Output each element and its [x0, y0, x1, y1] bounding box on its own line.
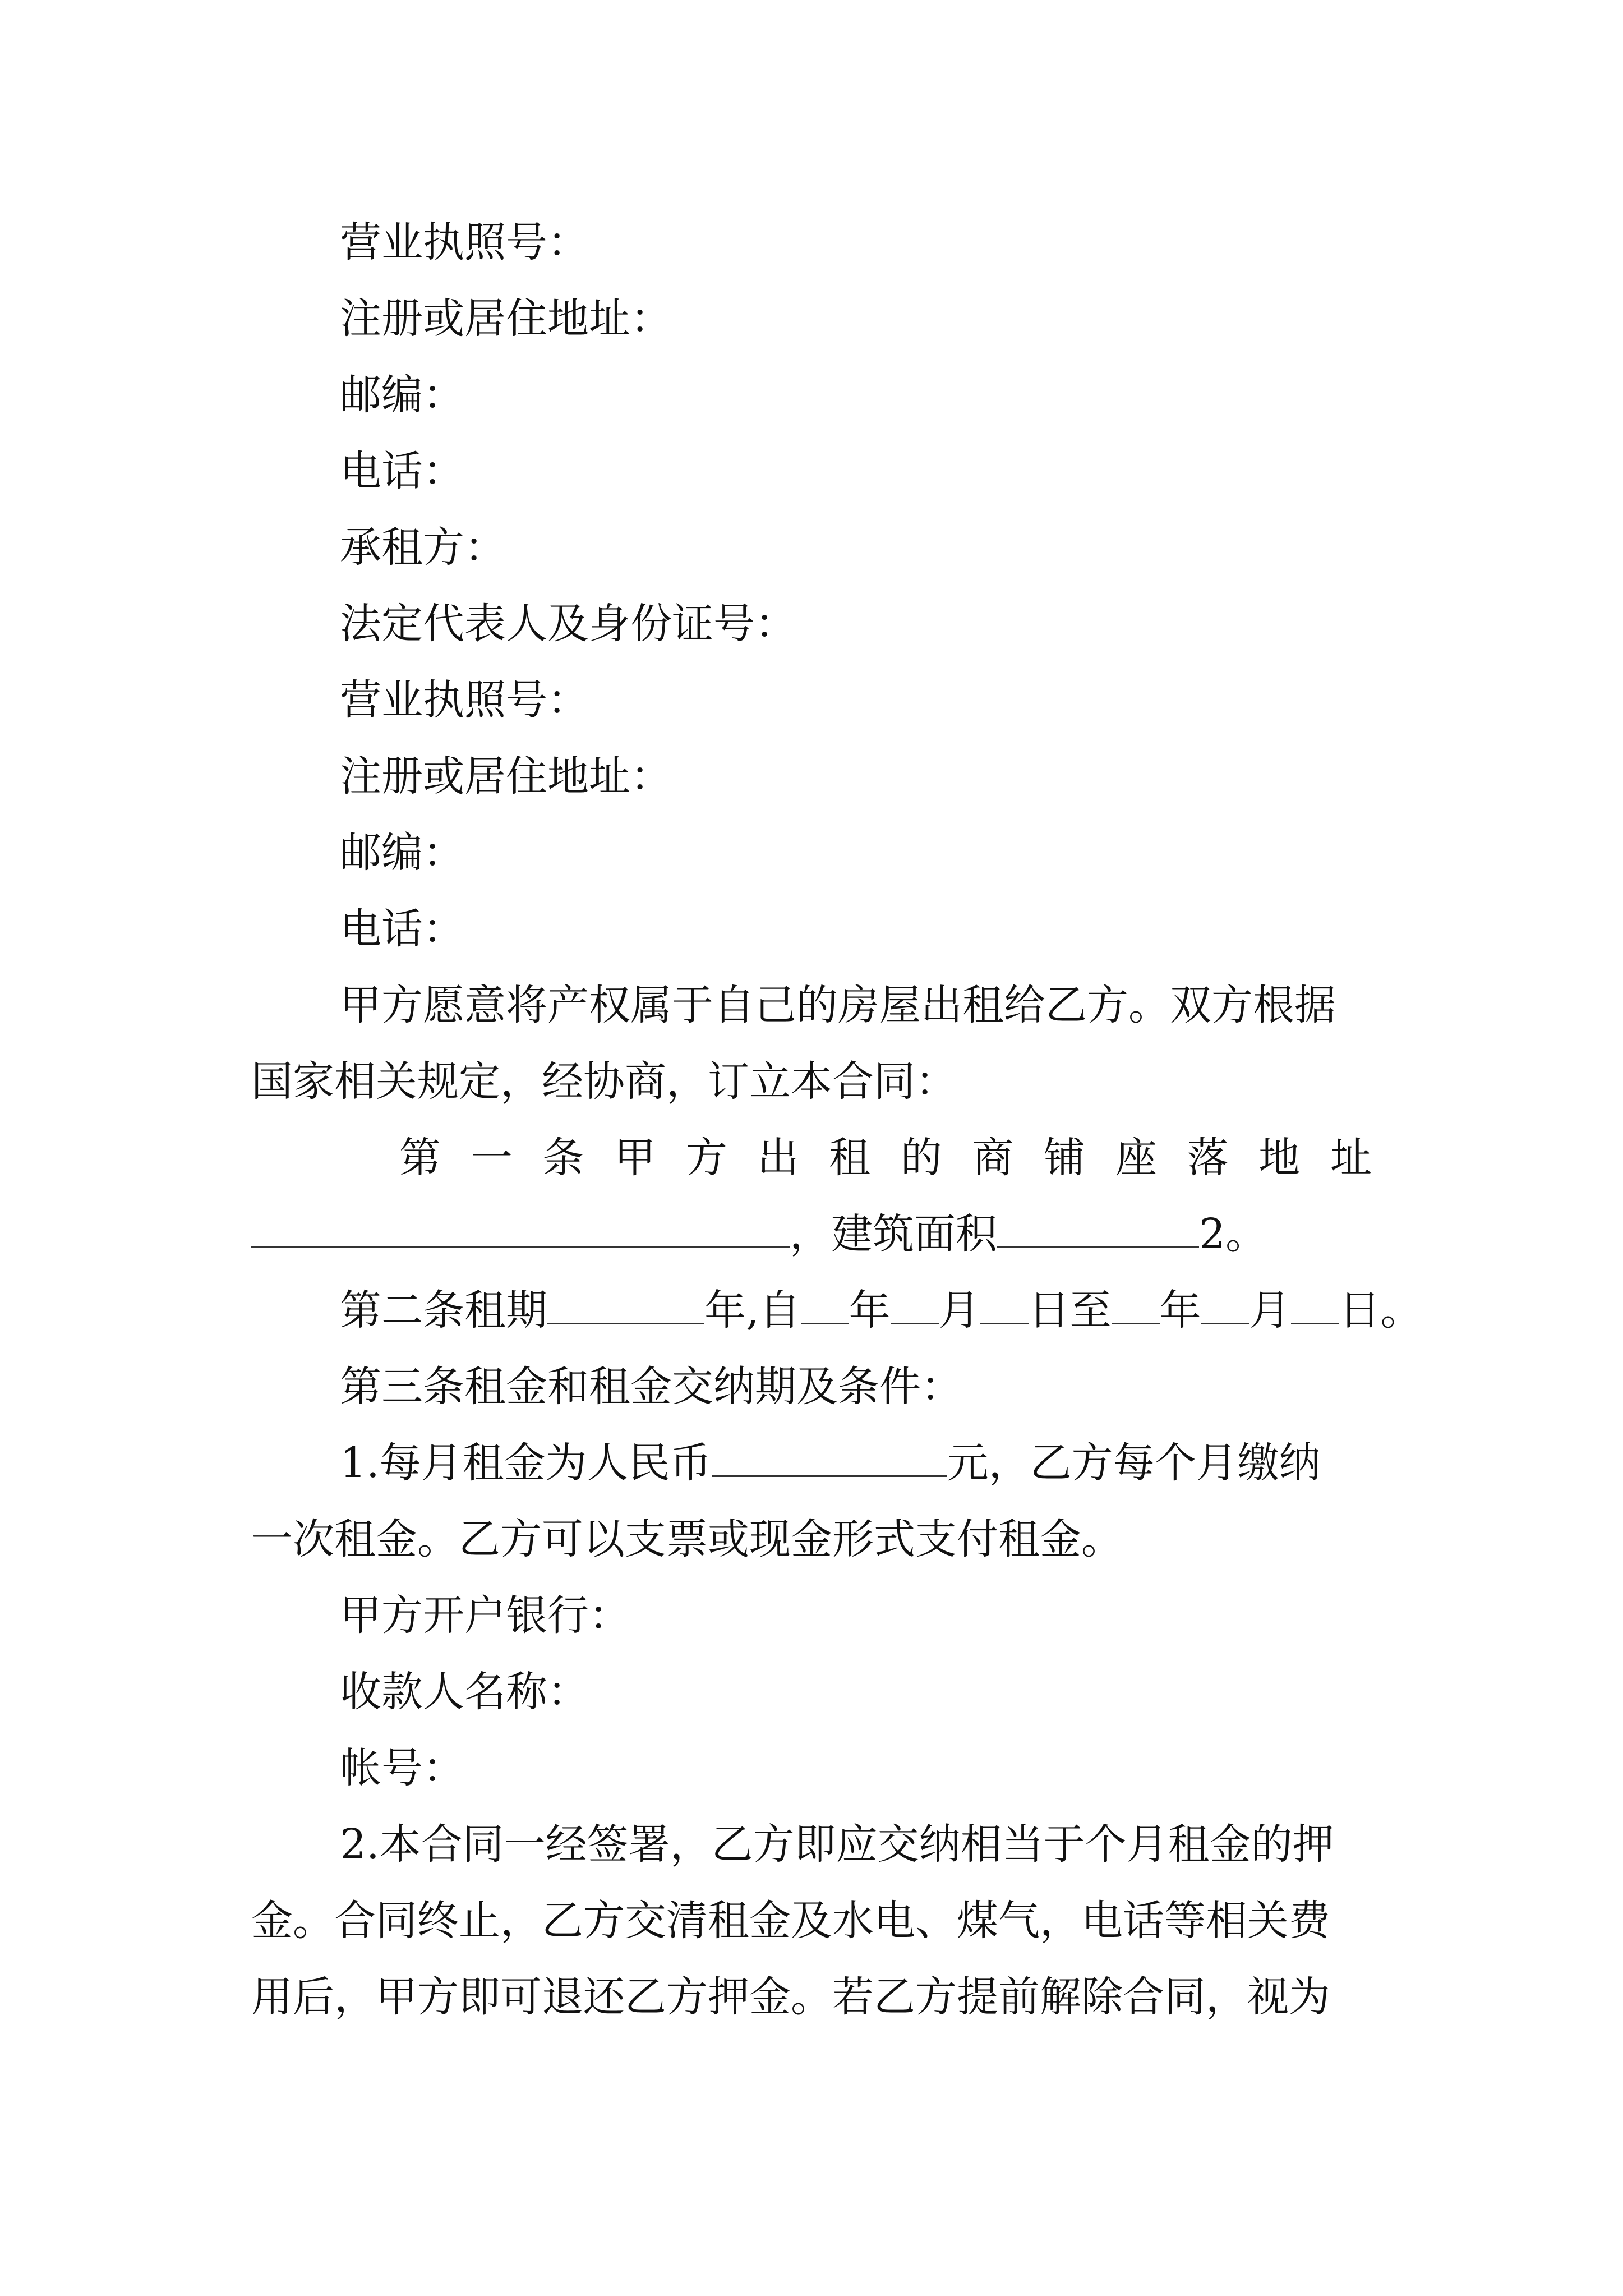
- article-1-char: 租: [829, 1134, 871, 1182]
- start-day-blank: [980, 1287, 1029, 1324]
- article-1-char: 一: [471, 1134, 513, 1182]
- article-1-char: 地: [1258, 1134, 1301, 1182]
- rent-suffix: 元，乙方每个月缴纳: [947, 1439, 1321, 1487]
- article-2-month: 月: [938, 1286, 980, 1335]
- article-2-year: 年: [849, 1286, 891, 1335]
- lessee-postcode: 邮编：: [340, 829, 464, 877]
- lessor-address: 注册或居住地址：: [340, 295, 672, 343]
- lessor-business-license: 营业执照号：: [340, 218, 589, 266]
- lessor-postcode: 邮编：: [340, 371, 464, 419]
- article-2-year-end: 年: [1159, 1286, 1201, 1335]
- article-2-day-to: 日至: [1028, 1286, 1112, 1335]
- lessee-title: 承租方：: [340, 523, 506, 572]
- article-3-title: 第三条租金和租金交纳期及条件：: [340, 1363, 962, 1411]
- area-blank: [997, 1211, 1199, 1248]
- lessor-phone: 电话：: [340, 447, 464, 495]
- article-1-char: 铺: [1044, 1134, 1086, 1182]
- term-years-blank: [547, 1287, 704, 1324]
- article-1-char: 方: [685, 1134, 727, 1182]
- article-1-char: 落: [1187, 1134, 1229, 1182]
- article-1-char: 商: [972, 1134, 1014, 1182]
- article-3-item-2-line-1: 2.本合同一经签署，乙方即应交纳相当于个月租金的押: [340, 1820, 1334, 1869]
- rent-amount-blank: [712, 1439, 947, 1477]
- article-2-month-end: 月: [1249, 1286, 1291, 1335]
- article-1-char: 出: [757, 1134, 799, 1182]
- article-1-area-line: [251, 1206, 1372, 1262]
- article-3-item-2-line-2: 金。合同终止，乙方交清租金及水电、煤气，电话等相关费: [251, 1897, 1330, 1945]
- lessee-address: 注册或居住地址：: [340, 752, 672, 800]
- article-2-day-end: 日。: [1339, 1286, 1422, 1335]
- end-year-blank: [1112, 1287, 1160, 1324]
- article-1-char: 甲: [614, 1134, 656, 1182]
- article-1-char: 址: [1330, 1134, 1372, 1182]
- area-label: ，建筑面积: [790, 1210, 997, 1258]
- rent-prefix: 1.每月租金为人民币: [340, 1439, 712, 1487]
- article-1-char: 第: [399, 1134, 441, 1182]
- start-month-blank: [891, 1287, 939, 1324]
- lessee-legal-rep: 法定代表人及身份证号：: [340, 600, 796, 648]
- article-2: [251, 1282, 1422, 1338]
- address-blank: [251, 1211, 790, 1248]
- article-1-heading: [251, 1130, 1372, 1186]
- article-1-char: 座: [1115, 1134, 1157, 1182]
- intro-line-2: 国家相关规定，经协商，订立本合同：: [251, 1057, 957, 1106]
- end-month-blank: [1201, 1287, 1249, 1324]
- article-1-char: 条: [542, 1134, 584, 1182]
- article-3-item-1: [251, 1435, 1372, 1491]
- lessee-phone: 电话：: [340, 905, 464, 953]
- end-day-blank: [1291, 1287, 1339, 1324]
- bank-label: 甲方开户银行：: [340, 1591, 630, 1640]
- article-3-item-2-line-3: 用后，甲方即可退还乙方押金。若乙方提前解除合同，视为: [251, 1973, 1330, 2021]
- account-label: 帐号：: [340, 1744, 464, 1792]
- payee-label: 收款人名称：: [340, 1668, 589, 1716]
- start-year-blank: [801, 1287, 849, 1324]
- lessee-business-license: 营业执照号：: [340, 676, 589, 724]
- article-1-char: 的: [900, 1134, 942, 1182]
- article-2-year-from: 年,自: [704, 1286, 801, 1335]
- article-2-prefix: 第二条租期: [340, 1286, 547, 1335]
- intro-line-1: 甲方愿意将产权属于自己的房屋出租给乙方。双方根据: [340, 981, 1336, 1029]
- article-3-item-1-line-2: 一次租金。乙方可以支票或现金形式支付租金。: [251, 1515, 1123, 1563]
- area-suffix: 2。: [1199, 1210, 1267, 1258]
